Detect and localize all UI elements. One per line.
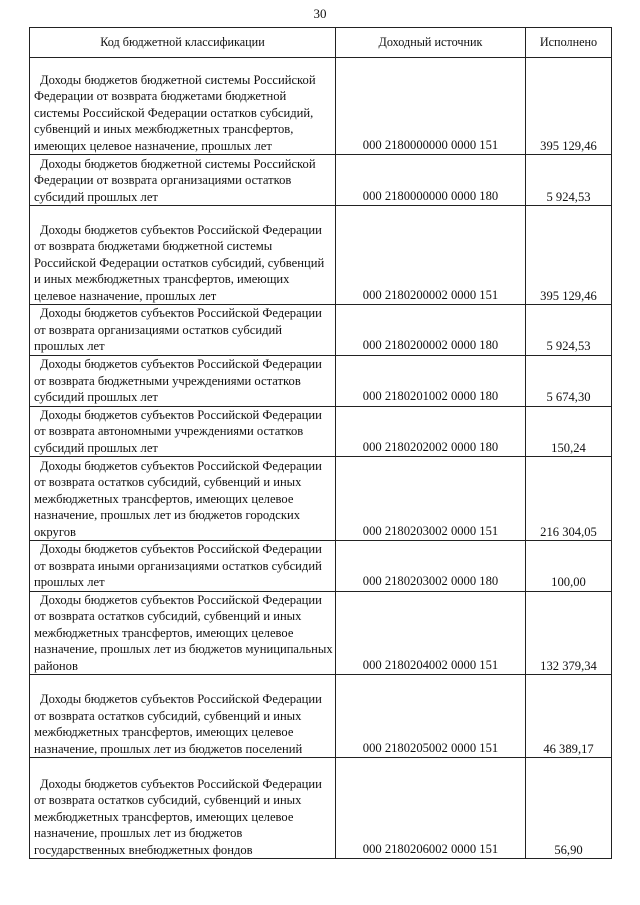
row-amount: 46 389,17 — [526, 675, 612, 758]
table-row — [30, 675, 612, 758]
row-name: Доходы бюджетов субъектов Российской Федерации от возврата остатков субсидий, субвенций и иных межбюджетных трансфертов, имеющих целевое назначение, прошлых лет из бюджетов городских округов — [30, 457, 336, 541]
header-row — [30, 28, 612, 58]
header-executed: Исполнено — [526, 28, 612, 58]
row-code: 000 2180000000 0000 151 — [336, 58, 526, 155]
table-row — [30, 591, 612, 675]
table-header — [30, 28, 612, 58]
row-name: Доходы бюджетов субъектов Российской Федерации от возврата остатков субсидий, субвенций и иных межбюджетных трансфертов, имеющих целевое назначение, прошлых лет из бюджетов муниципальных районов — [30, 591, 336, 675]
row-amount: 5 924,53 — [526, 305, 612, 356]
row-code: 000 2180205002 0000 151 — [336, 675, 526, 758]
row-amount: 5 924,53 — [526, 155, 612, 206]
row-code: 000 2180204002 0000 151 — [336, 591, 526, 675]
row-amount: 100,00 — [526, 541, 612, 592]
row-code: 000 2180206002 0000 151 — [336, 758, 526, 859]
budget-table — [29, 27, 612, 859]
header-classification: Код бюджетной классификации — [30, 28, 336, 58]
row-code: 000 2180200002 0000 180 — [336, 305, 526, 356]
table-row — [30, 305, 612, 356]
table-row — [30, 355, 612, 406]
row-amount: 150,24 — [526, 406, 612, 457]
row-name: Доходы бюджетов субъектов Российской Федерации от возврата бюджетами бюджетной системы Российской Федерации остатков субсидий, субвенций и иных межбюджетных трансфертов, имеющих целевое назначение, прошлых лет — [30, 206, 336, 305]
table-row — [30, 58, 612, 155]
row-code: 000 2180201002 0000 180 — [336, 355, 526, 406]
row-code: 000 2180000000 0000 180 — [336, 155, 526, 206]
row-name: Доходы бюджетов субъектов Российской Федерации от возврата автономными учреждениями остатков субсидий прошлых лет — [30, 406, 336, 457]
row-amount: 56,90 — [526, 758, 612, 859]
row-code: 000 2180202002 0000 180 — [336, 406, 526, 457]
row-amount: 132 379,34 — [526, 591, 612, 675]
row-name: Доходы бюджетов бюджетной системы Российской Федерации от возврата организациями остатков субсидий прошлых лет — [30, 155, 336, 206]
page-number: 30 — [313, 6, 327, 21]
row-name: Доходы бюджетов субъектов Российской Федерации от возврата иными организациями остатков субсидий прошлых лет — [30, 541, 336, 592]
table-row — [30, 406, 612, 457]
row-name: Доходы бюджетов субъектов Российской Федерации от возврата организациями остатков субсидий прошлых лет — [30, 305, 336, 356]
row-name: Доходы бюджетов субъектов Российской Федерации от возврата остатков субсидий, субвенций и иных межбюджетных трансфертов, имеющих целевое назначение, прошлых лет из бюджетов государственных внебюджетных фондов — [30, 758, 336, 859]
table-body — [30, 58, 612, 859]
row-code: 000 2180200002 0000 151 — [336, 206, 526, 305]
table-row — [30, 206, 612, 305]
row-amount: 216 304,05 — [526, 457, 612, 541]
row-amount: 395 129,46 — [526, 206, 612, 305]
row-name: Доходы бюджетов бюджетной системы Российской Федерации от возврата бюджетами бюджетной системы Российской Федерации остатков субсидий, субвенций и иных межбюджетных трансфертов, имеющих целевое назначение, прошлых лет — [30, 58, 336, 155]
row-amount: 395 129,46 — [526, 58, 612, 155]
row-code: 000 2180203002 0000 151 — [336, 457, 526, 541]
row-amount: 5 674,30 — [526, 355, 612, 406]
table-row — [30, 758, 612, 859]
row-name: Доходы бюджетов субъектов Российской Федерации от возврата остатков субсидий, субвенций и иных межбюджетных трансфертов, имеющих целевое назначение, прошлых лет из бюджетов поселений — [30, 675, 336, 758]
row-name: Доходы бюджетов субъектов Российской Федерации от возврата бюджетными учреждениями остатков субсидий прошлых лет — [30, 355, 336, 406]
table-row — [30, 155, 612, 206]
row-code: 000 2180203002 0000 180 — [336, 541, 526, 592]
header-source: Доходный источник — [336, 28, 526, 58]
table-row — [30, 457, 612, 541]
table-row — [30, 541, 612, 592]
